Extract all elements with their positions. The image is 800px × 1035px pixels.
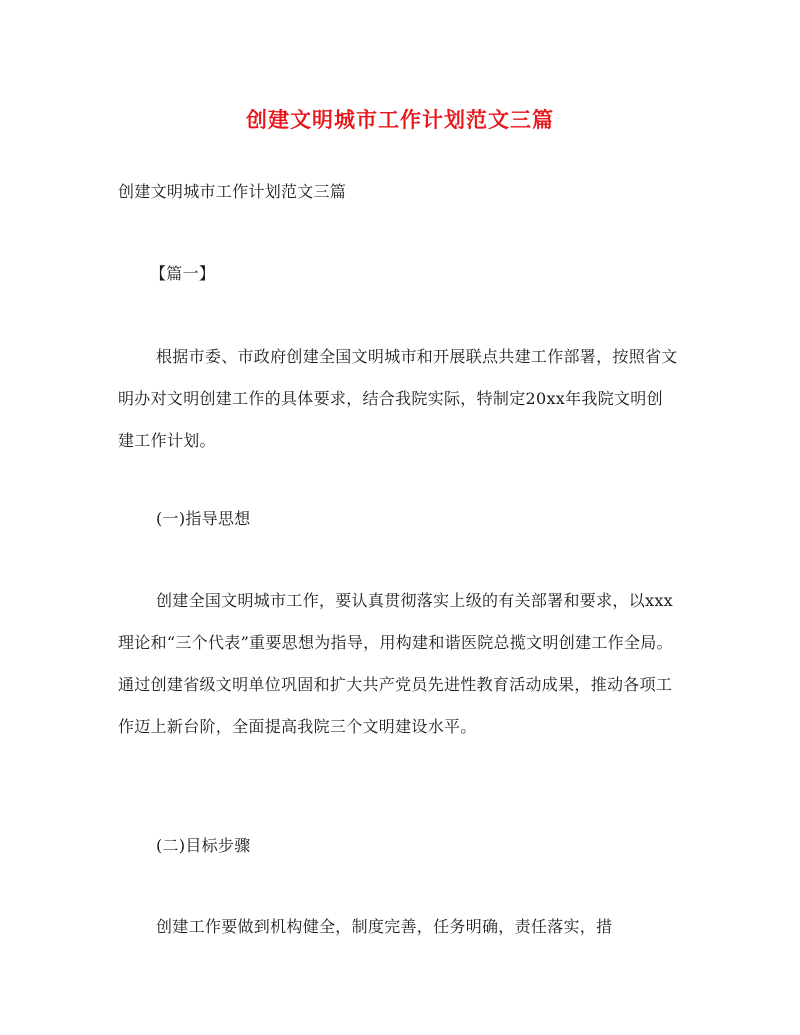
paragraph-guiding-thought: 创建全国文明城市工作，要认真贯彻落实上级的有关部署和要求，以xxx理论和“三个代表”重要思想为指导，用构建和谐医院总揽文明创建工作全局。通过创建省级文明单位巩固和扩大共产党员先进性教育活动成果，推动各项工作迈上新台阶，全面提高我院三个文明建设水平。 xyxy=(118,591,673,736)
paragraph-goal-steps: 创建工作要做到机构健全，制度完善，任务明确，责任落实，措 xyxy=(156,917,613,936)
document-subtitle: 创建文明城市工作计划范文三篇 xyxy=(118,182,347,201)
heading-guiding-thought: (一)指导思想 xyxy=(156,509,251,528)
section-label: 【篇一】 xyxy=(150,264,216,283)
document-title: 创建文明城市工作计划范文三篇 xyxy=(246,107,554,132)
heading-goal-steps: (二)目标步骤 xyxy=(156,836,251,855)
paragraph-intro: 根据市委、市政府创建全国文明城市和开展联点共建工作部署，按照省文明办对文明创建工作的具体要求，结合我院实际，特制定20xx年我院文明创建工作计划。 xyxy=(118,347,678,450)
